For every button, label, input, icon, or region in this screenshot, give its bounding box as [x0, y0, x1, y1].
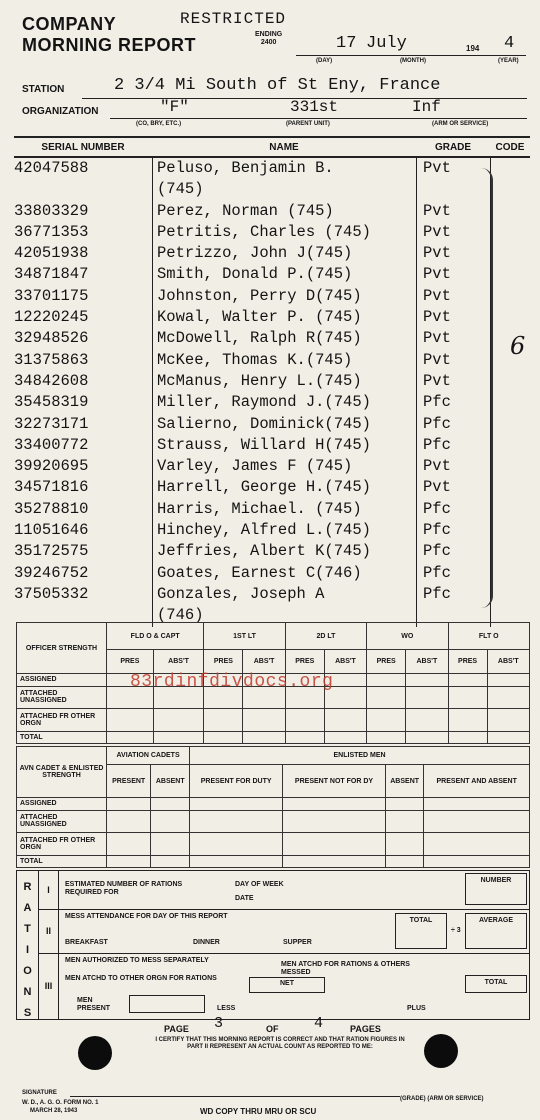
rank-wo: WO	[367, 623, 448, 650]
officer-strength-title: OFFICER STRENGTH	[17, 623, 107, 674]
enlisted-cell[interactable]	[190, 855, 283, 867]
officer-cell[interactable]	[204, 709, 243, 732]
enlisted-cell[interactable]	[385, 810, 424, 833]
table-row	[14, 350, 530, 371]
dinner-label: DINNER	[193, 939, 220, 946]
grade-cell: Pvt	[416, 350, 490, 371]
table-row	[14, 328, 530, 349]
officer-cell[interactable]	[243, 731, 285, 743]
average-box: AVERAGE	[465, 913, 527, 949]
name-cell: McDowell, Ralph R(745)	[152, 328, 416, 349]
serial-cell: 37505332	[14, 584, 89, 603]
name-cell: Peluso, Benjamin B.	[152, 158, 416, 179]
officer-row	[17, 709, 530, 732]
grade-cell: Pvt	[416, 158, 490, 179]
enlisted-cell[interactable]	[107, 855, 151, 867]
officer-cell[interactable]	[367, 674, 406, 686]
enlisted-row	[17, 833, 530, 856]
code-cell	[490, 520, 530, 541]
rations-iii-b: MEN ATCHD TO OTHER ORGN FOR RATIONS	[65, 975, 217, 982]
officer-cell[interactable]	[406, 731, 448, 743]
organization-underline	[110, 118, 527, 119]
enlisted-cell[interactable]	[190, 798, 283, 810]
rations-side-letter: R	[23, 881, 32, 893]
enlisted-cell[interactable]	[151, 798, 190, 810]
total-box: TOTAL	[395, 913, 447, 949]
enlisted-cell[interactable]	[385, 798, 424, 810]
serial-cell	[14, 179, 152, 200]
officer-cell[interactable]	[406, 674, 448, 686]
officer-row-label: TOTAL	[17, 731, 107, 743]
serial-cell: 42047588	[14, 159, 89, 177]
date-label: DATE	[235, 895, 254, 902]
restricted-stamp: RESTRICTED	[180, 10, 287, 28]
rations-divider-2	[39, 953, 529, 954]
plus-label: PLUS	[407, 1005, 426, 1012]
serial-cell: 35278810	[14, 499, 89, 518]
enlisted-cell[interactable]	[385, 833, 424, 856]
name-cell: Harrell, George H.(745)	[152, 477, 416, 498]
net-box: NET	[249, 977, 325, 993]
grade-cell: Pvt	[416, 328, 490, 349]
serial-cell: 31375863	[14, 350, 89, 369]
serial-cell: 39246752	[14, 563, 89, 582]
officer-row	[17, 731, 530, 743]
table-row	[14, 456, 530, 477]
arm-caption: (ARM OR SERVICE)	[432, 121, 489, 127]
officer-cell[interactable]	[406, 686, 448, 709]
serial-cell: 32273171	[14, 414, 89, 433]
enlisted-cell[interactable]	[151, 810, 190, 833]
enlisted-row	[17, 810, 530, 833]
grade-cell: Pvt	[416, 286, 490, 307]
station-value: 2 3/4 Mi South of St Eny, France	[114, 76, 441, 95]
officer-cell[interactable]	[324, 731, 366, 743]
officer-abst-header: ABS'T	[243, 650, 285, 674]
ending-text: ENDING	[255, 31, 283, 38]
serial-cell: 42051938	[14, 244, 89, 263]
serial-cell: 11051646	[14, 521, 89, 540]
officer-cell[interactable]	[406, 709, 448, 732]
page-of-label: OF	[266, 1024, 279, 1034]
title-line-morning-report: MORNING REPORT	[22, 35, 197, 55]
table-row	[14, 563, 530, 584]
officer-pres-header: PRES	[367, 650, 406, 674]
code-cell	[490, 286, 530, 307]
aviation-cadets-header: AVIATION CADETS	[107, 747, 190, 765]
roman-ii: II	[39, 909, 59, 953]
officer-row-label: ATTACHED FR OTHER ORGN	[17, 709, 107, 732]
title-line-company: COMPANY	[22, 14, 117, 34]
rations-side-label	[17, 871, 39, 1019]
serial-cell: 33803329	[14, 201, 89, 220]
enlisted-cell[interactable]	[107, 810, 151, 833]
code-cell	[490, 414, 530, 435]
month-caption: (MONTH)	[400, 58, 426, 64]
table-row	[14, 158, 530, 179]
enlisted-present-not-duty: PRESENT NOT FOR DY	[283, 765, 386, 798]
enlisted-cell[interactable]	[107, 798, 151, 810]
rations-iii-a: MEN AUTHORIZED TO MESS SEPARATELY	[65, 957, 209, 964]
grade-cell: Pfc	[416, 541, 490, 562]
officer-row-label: ATTACHED UNASSIGNED	[17, 686, 107, 709]
rank-2d-lt: 2D LT	[285, 623, 366, 650]
enlisted-present-absent: PRESENT AND ABSENT	[424, 765, 530, 798]
name-cell: Salierno, Dominick(745)	[152, 414, 416, 435]
grade-cell: Pvt	[416, 201, 490, 222]
serial-cell: 35172575	[14, 542, 89, 561]
code-cell	[490, 243, 530, 264]
table-row	[14, 477, 530, 498]
table-row	[14, 435, 530, 456]
enlisted-strength-grid	[16, 746, 530, 868]
serial-cell: 34571816	[14, 478, 89, 497]
organization-parent: 331st	[290, 98, 339, 116]
page-current: 3	[214, 1015, 224, 1032]
table-row	[14, 201, 530, 222]
cadets-present: PRESENT	[107, 765, 151, 798]
enlisted-present-duty: PRESENT FOR DUTY	[190, 765, 283, 798]
ending-time: 2400	[260, 39, 277, 46]
officer-cell[interactable]	[367, 686, 406, 709]
name-cell: McManus, Henry L.(745)	[152, 371, 416, 392]
table-row	[14, 307, 530, 328]
officer-cell[interactable]	[153, 731, 204, 743]
grade-cell: Pfc	[416, 520, 490, 541]
page-total: 4	[314, 1015, 324, 1032]
roster-body	[14, 158, 530, 627]
header-code: CODE	[495, 141, 525, 153]
organization-arm: Inf	[412, 98, 441, 116]
table-row	[14, 414, 530, 435]
officer-cell[interactable]	[487, 731, 529, 743]
grade-cell	[416, 179, 490, 200]
rank-fld-capt: FLD O & CAPT	[107, 623, 204, 650]
officer-cell[interactable]	[107, 731, 154, 743]
rank-1st-lt: 1ST LT	[204, 623, 285, 650]
year-prefix: 194	[466, 44, 480, 53]
code-cell	[490, 499, 530, 520]
serial-cell: 35458319	[14, 393, 89, 412]
grade-cell: Pvt	[416, 264, 490, 285]
enlisted-cell[interactable]	[151, 833, 190, 856]
grade-cell: Pfc	[416, 392, 490, 413]
table-row	[14, 392, 530, 413]
enlisted-row	[17, 855, 530, 867]
roman-i: I	[39, 871, 59, 909]
name-cell: McKee, Thomas K.(745)	[152, 350, 416, 371]
wd-copy-note: WD COPY THRU MRU OR SCU	[200, 1107, 317, 1116]
page-label: PAGE	[164, 1024, 189, 1034]
form-date: MARCH 28, 1943	[30, 1108, 78, 1114]
officer-abst-header: ABS'T	[487, 650, 529, 674]
code-bracket	[481, 168, 493, 608]
officer-cell[interactable]	[367, 709, 406, 732]
rank-flt-o: FLT O	[448, 623, 529, 650]
enlisted-cell[interactable]	[107, 833, 151, 856]
enlisted-cell[interactable]	[283, 833, 386, 856]
code-cell	[490, 307, 530, 328]
officer-pres-header: PRES	[285, 650, 324, 674]
enlisted-cell[interactable]	[283, 855, 386, 867]
name-cell: Kowal, Walter P. (745)	[152, 307, 416, 328]
header-grade: GRADE	[434, 141, 472, 153]
rations-side-letter: O	[23, 965, 32, 977]
grade-arm-caption: (GRADE) (ARM OR SERVICE)	[400, 1096, 484, 1102]
serial-cell: 34842608	[14, 371, 89, 390]
name-cell: Miller, Raymond J.(745)	[152, 392, 416, 413]
table-row	[14, 264, 530, 285]
officer-pres-header: PRES	[107, 650, 154, 674]
name-cell: Varley, James F (745)	[152, 456, 416, 477]
grade-cell: Pvt	[416, 307, 490, 328]
rations-side-letter: I	[25, 944, 30, 956]
breakfast-label: BREAKFAST	[65, 939, 108, 946]
table-row	[14, 243, 530, 264]
officer-cell[interactable]	[243, 709, 285, 732]
watermark: 83rdinfdivdocs.org	[130, 672, 334, 692]
rations-side-letter: A	[23, 902, 32, 914]
enlisted-row-label: ASSIGNED	[17, 798, 107, 810]
signature-line	[70, 1096, 400, 1097]
rations-side-letter: N	[23, 986, 32, 998]
grade-cell: Pvt	[416, 371, 490, 392]
rations-section	[16, 870, 530, 1020]
grade-cell: Pfc	[416, 499, 490, 520]
officer-cell[interactable]	[448, 709, 487, 732]
code-cell	[490, 392, 530, 413]
enlisted-cell[interactable]	[283, 798, 386, 810]
serial-cell: 34871847	[14, 265, 89, 284]
code-cell	[490, 584, 530, 605]
serial-cell: 33400772	[14, 435, 89, 454]
serial-cell: 36771353	[14, 222, 89, 241]
rations-side-letter: S	[23, 1007, 32, 1019]
enlisted-cell[interactable]	[424, 855, 530, 867]
supper-label: SUPPER	[283, 939, 312, 946]
table-row	[14, 499, 530, 520]
code-cell	[490, 541, 530, 562]
name-cell: (746)	[152, 605, 416, 626]
rations-divider-1	[39, 909, 529, 910]
day-of-week-label: DAY OF WEEK	[235, 881, 284, 888]
ending-label	[255, 31, 282, 47]
officer-abst-header: ABS'T	[324, 650, 366, 674]
code-cell	[490, 158, 530, 179]
rations-side-letter: T	[24, 923, 31, 935]
officer-cell[interactable]	[487, 674, 529, 686]
report-month: July	[366, 34, 407, 53]
serial-cell: 12220245	[14, 308, 89, 327]
enlisted-absent: ABSENT	[385, 765, 424, 798]
serial-cell: 33701175	[14, 286, 89, 305]
officer-cell[interactable]	[285, 709, 324, 732]
men-present-box[interactable]	[129, 995, 205, 1013]
code-mark: 6	[510, 332, 526, 360]
rations-total-box: TOTAL	[465, 975, 527, 993]
name-cell: Gonzales, Joseph A	[152, 584, 416, 605]
enlisted-cell[interactable]	[190, 810, 283, 833]
officer-abst-header: ABS'T	[406, 650, 448, 674]
officer-cell[interactable]	[285, 731, 324, 743]
enlisted-cell[interactable]	[283, 810, 386, 833]
name-cell: (745)	[152, 179, 416, 200]
officer-cell[interactable]	[153, 709, 204, 732]
table-row	[14, 584, 530, 605]
parent-caption: (PARENT UNIT)	[286, 121, 330, 127]
organization-company: "F"	[160, 98, 189, 116]
enlisted-cell[interactable]	[385, 855, 424, 867]
grade-cell: Pfc	[416, 584, 490, 605]
grade-cell: Pfc	[416, 563, 490, 584]
officer-cell[interactable]	[204, 731, 243, 743]
signature-label: SIGNATURE	[22, 1090, 57, 1096]
officer-cell[interactable]	[367, 731, 406, 743]
men-atchd-label: MEN ATCHD FOR RATIONS & OTHERS MESSED	[281, 961, 410, 976]
code-cell	[490, 222, 530, 243]
roster-table	[14, 136, 530, 627]
officer-cell[interactable]	[448, 674, 487, 686]
year-caption: (YEAR)	[498, 58, 519, 64]
punch-hole-left	[78, 1036, 112, 1070]
organization-label: ORGANIZATION	[22, 106, 99, 117]
name-cell: Harris, Michael. (745)	[152, 499, 416, 520]
enlisted-cell[interactable]	[424, 810, 530, 833]
table-row	[14, 222, 530, 243]
number-box: NUMBER	[465, 873, 527, 905]
officer-pres-header: PRES	[448, 650, 487, 674]
less-label: LESS	[217, 1005, 236, 1012]
day-caption: (DAY)	[316, 58, 333, 64]
rations-ii-text: MESS ATTENDANCE FOR DAY OF THIS REPORT	[65, 913, 228, 920]
enlisted-cell[interactable]	[151, 855, 190, 867]
grade-cell: Pvt	[416, 477, 490, 498]
officer-row-label: ASSIGNED	[17, 674, 107, 686]
code-cell	[490, 477, 530, 498]
code-cell	[490, 563, 530, 584]
enlisted-men-header: ENLISTED MEN	[190, 747, 530, 765]
roman-iii: III	[39, 953, 59, 1019]
enlisted-row-label: ATTACHED FR OTHER ORGN	[17, 833, 107, 856]
serial-cell: 32948526	[14, 329, 89, 348]
serial-cell: 39920695	[14, 457, 89, 476]
report-day: 17	[336, 34, 357, 53]
officer-cell[interactable]	[448, 731, 487, 743]
form-number: W. D., A. G. O. FORM NO. 1	[22, 1100, 99, 1106]
officer-cell[interactable]	[487, 686, 529, 709]
grade-cell: Pfc	[416, 414, 490, 435]
name-cell: Petritis, Charles (745)	[152, 222, 416, 243]
enlisted-row	[17, 798, 530, 810]
report-year: 4	[504, 34, 515, 53]
officer-abst-header: ABS'T	[153, 650, 204, 674]
enlisted-row-label: TOTAL	[17, 855, 107, 867]
code-cell	[490, 179, 530, 200]
enlisted-strength-title: AVN CADET & ENLISTED STRENGTH	[17, 747, 107, 798]
code-cell	[490, 264, 530, 285]
name-cell: Jeffries, Albert K(745)	[152, 541, 416, 562]
grade-cell: Pfc	[416, 435, 490, 456]
header-name: NAME	[269, 141, 299, 153]
table-row	[14, 541, 530, 562]
name-cell: Smith, Donald P.(745)	[152, 264, 416, 285]
divide-label: ÷ 3	[451, 927, 461, 934]
code-cell	[490, 371, 530, 392]
table-row	[14, 179, 530, 200]
enlisted-row-label: ATTACHED UNASSIGNED	[17, 810, 107, 833]
cadets-absent: ABSENT	[151, 765, 190, 798]
table-row	[14, 286, 530, 307]
grade-cell: Pvt	[416, 222, 490, 243]
officer-pres-header: PRES	[204, 650, 243, 674]
grade-cell: Pvt	[416, 243, 490, 264]
name-cell: Strauss, Willard H(745)	[152, 435, 416, 456]
code-cell	[490, 435, 530, 456]
table-row	[14, 520, 530, 541]
men-present-label: MEN PRESENT	[77, 997, 111, 1012]
roster-header	[14, 136, 530, 158]
pages-label: PAGES	[350, 1024, 381, 1034]
enlisted-rows	[17, 798, 530, 868]
header-serial: SERIAL NUMBER	[41, 141, 125, 153]
table-row	[14, 371, 530, 392]
officer-cell[interactable]	[487, 709, 529, 732]
officer-cell[interactable]	[107, 709, 154, 732]
grade-cell: Pvt	[416, 456, 490, 477]
rations-i-text: ESTIMATED NUMBER OF RATIONS REQUIRED FOR	[65, 881, 183, 896]
enlisted-cell[interactable]	[424, 798, 530, 810]
name-cell: Johnston, Perry D(745)	[152, 286, 416, 307]
code-cell	[490, 456, 530, 477]
date-underline	[296, 55, 526, 56]
station-label: STATION	[22, 84, 65, 95]
name-cell: Hinchey, Alfred L.(745)	[152, 520, 416, 541]
name-cell: Petrizzo, John J(745)	[152, 243, 416, 264]
punch-hole-right	[424, 1034, 458, 1068]
certification-text: I CERTIFY THAT THIS MORNING REPORT IS CORRECT AND THAT RATION FIGURES IN PART II REPRESENT AN ACTUAL COUNT AS REPORTED TO ME:	[155, 1037, 405, 1050]
code-cell	[490, 201, 530, 222]
enlisted-cell[interactable]	[190, 833, 283, 856]
officer-cell[interactable]	[324, 709, 366, 732]
officer-cell[interactable]	[448, 686, 487, 709]
name-cell: Perez, Norman (745)	[152, 201, 416, 222]
enlisted-cell[interactable]	[424, 833, 530, 856]
name-cell: Goates, Earnest C(746)	[152, 563, 416, 584]
company-caption: (CO, BRY, ETC.)	[136, 121, 182, 127]
